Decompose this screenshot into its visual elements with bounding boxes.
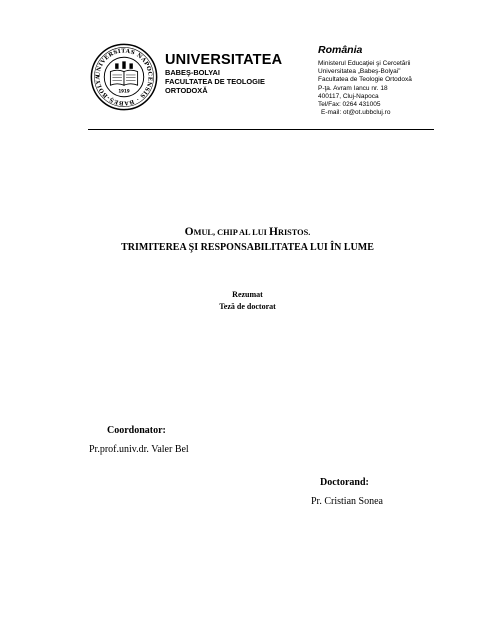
contact-line: P-ţa. Avram Iancu nr. 18	[318, 84, 388, 92]
summary-label: Rezumat	[232, 290, 263, 299]
contact-email: E-mail: ot@ot.ubbcluj.ro	[321, 109, 391, 117]
thesis-title-line1	[0, 226, 495, 238]
doctorand-name: Pr. Cristian Sonea	[311, 496, 383, 507]
seal-year: 1919	[118, 88, 130, 94]
university-subname: BABEŞ-BOLYAI	[165, 68, 220, 77]
thesis-type: Teză de doctorat	[219, 302, 276, 311]
university-seal-logo	[90, 43, 158, 111]
faculty-name-line1: FACULTATEA DE TEOLOGIE	[165, 77, 265, 86]
coordinator-label: Coordonator:	[107, 425, 166, 436]
country-title: România	[318, 44, 363, 56]
thesis-title-line2: TRIMITEREA ŞI RESPONSABILITATEA LUI ÎN LUME	[121, 242, 374, 253]
university-name: UNIVERSITATEA	[165, 52, 283, 68]
contact-line: 400117, Cluj-Napoca	[318, 92, 379, 100]
coordinator-name: Pr.prof.univ.dr. Valer Bel	[89, 444, 189, 455]
title-initial: O	[184, 226, 194, 238]
contact-block	[318, 44, 412, 117]
seal-ring-text: UNIVERSITAS NAPOCENSIS · BABEŞ-BOLYA	[95, 48, 153, 106]
doctorand-label: Doctorand:	[320, 477, 369, 488]
header-divider	[88, 129, 434, 130]
contact-line: Universitatea „Babeş-Bolyai”	[318, 68, 401, 76]
title-text: RISTOS.	[277, 228, 311, 237]
contact-line: Facultatea de Teologie Ortodoxă	[318, 76, 412, 84]
title-text: MUL, CHIP AL LUI	[193, 228, 269, 237]
tower-icon	[115, 61, 133, 68]
contact-line: Tel/Fax: 0264 431005	[318, 101, 381, 109]
book-icon	[110, 70, 137, 85]
contact-line: Ministerul Educaţiei şi Cercetării	[318, 60, 411, 67]
title-initial: H	[269, 226, 278, 238]
faculty-name-line2: ORTODOXĂ	[165, 86, 208, 95]
university-header	[165, 52, 282, 95]
